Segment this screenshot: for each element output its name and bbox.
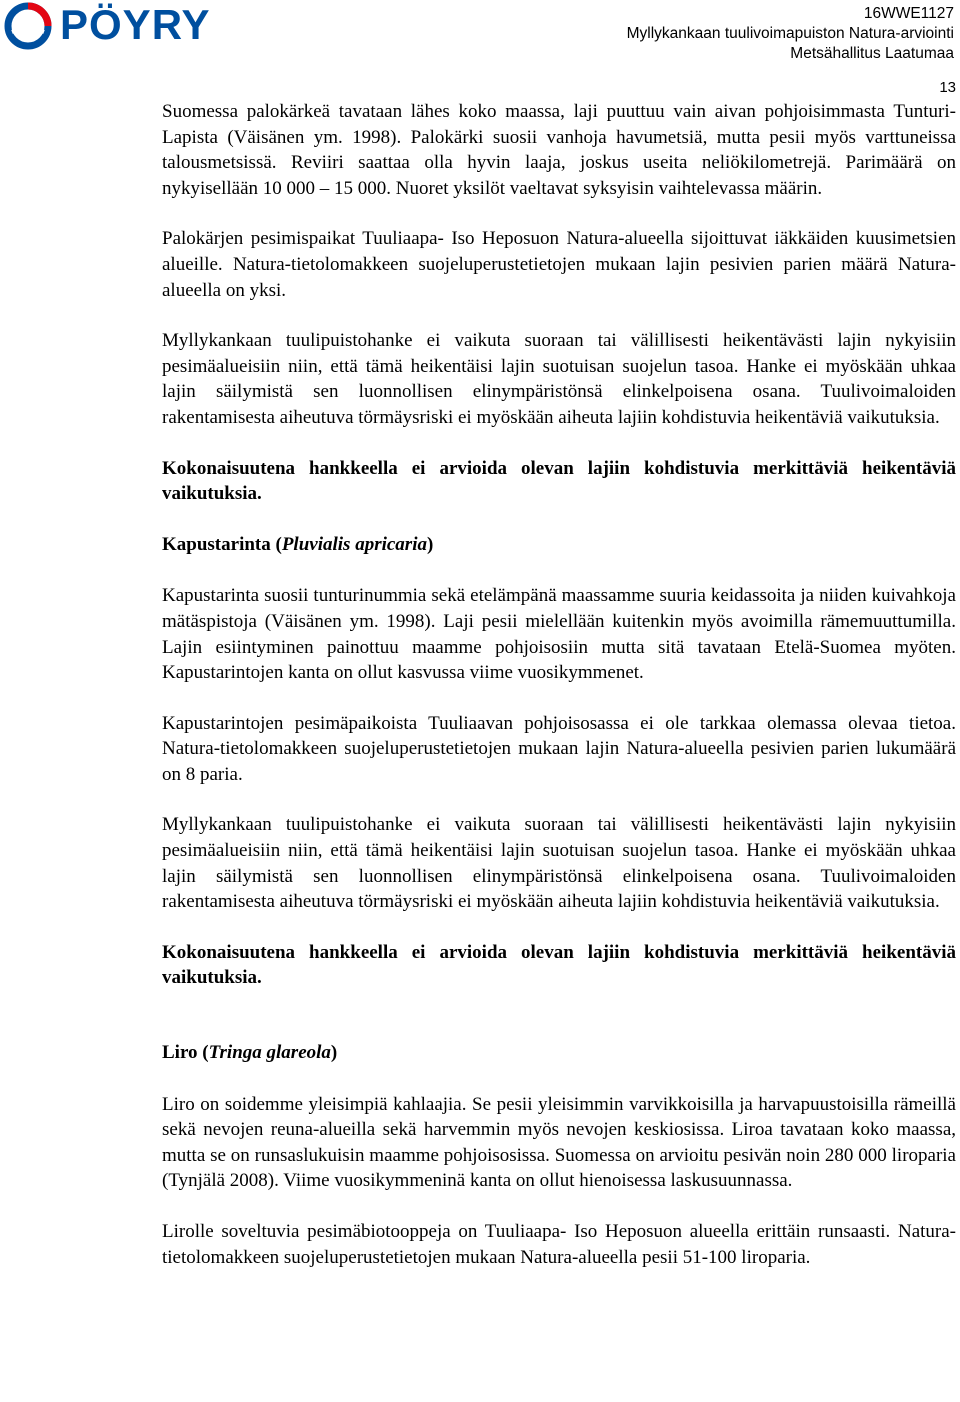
page-number: 13 [939,79,956,96]
section-heading-kapustarinta [162,532,956,558]
paragraph: Liro on soidemme yleisimpiä kahlaajia. Se pesii yleisimmin varvikkoisilla ja harvapuustoisilla rämeillä sekä nevojen reuna-alueilla sekä harvemmin myös nevojen keskiosissa. Liroa tavataan koko maassa, mutta se on runsaslukuisin maamme pohjoisosissa. Suomessa on arvioitu pesivän noin 280 000 liroparia (Tynjälä 2008). Viime vuosikymmeninä kanta on ollut hienoisessa laskusuunnassa. [162,1093,956,1192]
conclusion-paragraph: Kokonaisuutena hankkeella ei arvioida olevan lajiin kohdistuvia merkittäviä heikentäviä vaikutuksia. [162,941,956,989]
spacer [162,1016,956,1040]
heading-latin-name: Tringa glareola [208,1042,331,1064]
paragraph: Myllykankaan tuulipuistohanke ei vaikuta suoraan tai välillisesti heikentävästi lajin nykyisiin pesimäalueisiin niin, että tämä heikentäisi lajin suotuisan suojelun tasoa. Hanke ei myöskään uhkaa lajin säilymistä sen luonnollisen elinympäristönsä elinkelpoisena osana. Tuulivoimaloiden rakentamisesta aiheutuva törmäysriski ei myöskään aiheuta lajiin kohdistuvia heikentäviä vaikutuksia. [162,814,956,913]
poyry-logo [0,0,250,52]
heading-close: ) [330,1042,338,1064]
page-header [0,0,960,60]
conclusion-paragraph: Kokonaisuutena hankkeella ei arvioida olevan lajiin kohdistuvia merkittäviä heikentäviä vaikutuksia. [162,457,956,505]
paragraph: Suomessa palokärkeä tavataan lähes koko maassa, laji puuttuu vain aivan pohjoisimmasta Tunturi-Lapista (Väisänen ym. 1998). Palokärki suosii vanhoja havumetsiä, mutta pesii myös varttuneissa talousmetsissä. Reviiri saattaa olla hyvin laaja, joskus useita neliökilometrejä. Parimäärä on nykyisellään 10 000 – 15 000. Nuoret yksilöt vaeltavat syksyisin vaihtelevassa määrin. [162,101,956,199]
document-title: Myllykankaan tuulivoimapuiston Natura-arviointi [626,25,954,42]
poyry-logo-icon [4,2,52,50]
heading-close: ) [426,533,434,555]
document-body [162,99,956,1295]
paragraph: Lirolle soveltuvia pesimäbiotooppeja on Tuuliaapa- Iso Heposuon alueella erittäin runsaasti. Natura-tietolomakkeen suojeluperustetietojen mukaan Natura-alueella pesii 51-100 liroparia. [162,1221,956,1268]
paragraph: Palokärjen pesimispaikat Tuuliaapa- Iso Heposuon Natura-alueella sijoittuvat iäkkäiden kuusimetsien alueille. Natura-tietolomakkeen suojeluperustetietojen mukaan lajin pesivien parien määrä Natura-alueella on yksi. [162,228,956,301]
section-heading-liro [162,1040,956,1066]
heading-latin-name: Pluvialis apricaria [281,533,427,555]
client-name: Metsähallitus Laatumaa [790,45,954,62]
heading-common-name: Kapustarinta ( [162,533,282,555]
paragraph: Kapustarinta suosii tunturinummia sekä etelämpänä maassamme suuria keidassoita ja niiden kuivahkoja mätäspistoja (Väisänen ym. 1998). Laji pesii mielellään kuitenkin myös avoimilla rämemuuttumilla. Lajin esiintyminen painottuu maamme pohjoisosiin mutta sitä tavataan Etelä-Suomea myöten. Kapustarintojen kanta on ollut kasvussa viime vuosikymmenet. [162,585,956,684]
document-id: 16WWE1127 [863,5,954,22]
header-info [627,4,954,64]
paragraph: Kapustarintojen pesimäpaikoista Tuuliaavan pohjoisosassa ei ole tarkkaa olemassa olevaa tietoa. Natura-tietolomakkeen suojeluperustetietojen mukaan lajin Natura-alueella pesivien parien lukumäärä on 8 paria. [162,712,956,785]
paragraph: Myllykankaan tuulipuistohanke ei vaikuta suoraan tai välillisesti heikentävästi lajin nykyisiin pesimäalueisiin niin, että tämä heikentäisi lajin suotuisan suojelun tasoa. Hanke ei myöskään uhkaa lajin säilymistä sen luonnollisen elinympäristönsä elinkelpoisena osana. Tuulivoimaloiden rakentamisesta aiheutuva törmäysriski ei myöskään aiheuta lajiin kohdistuvia heikentäviä vaikutuksia. [162,330,956,428]
heading-common-name: Liro ( [162,1042,209,1064]
logo-wordmark: PÖYRY [60,1,211,48]
